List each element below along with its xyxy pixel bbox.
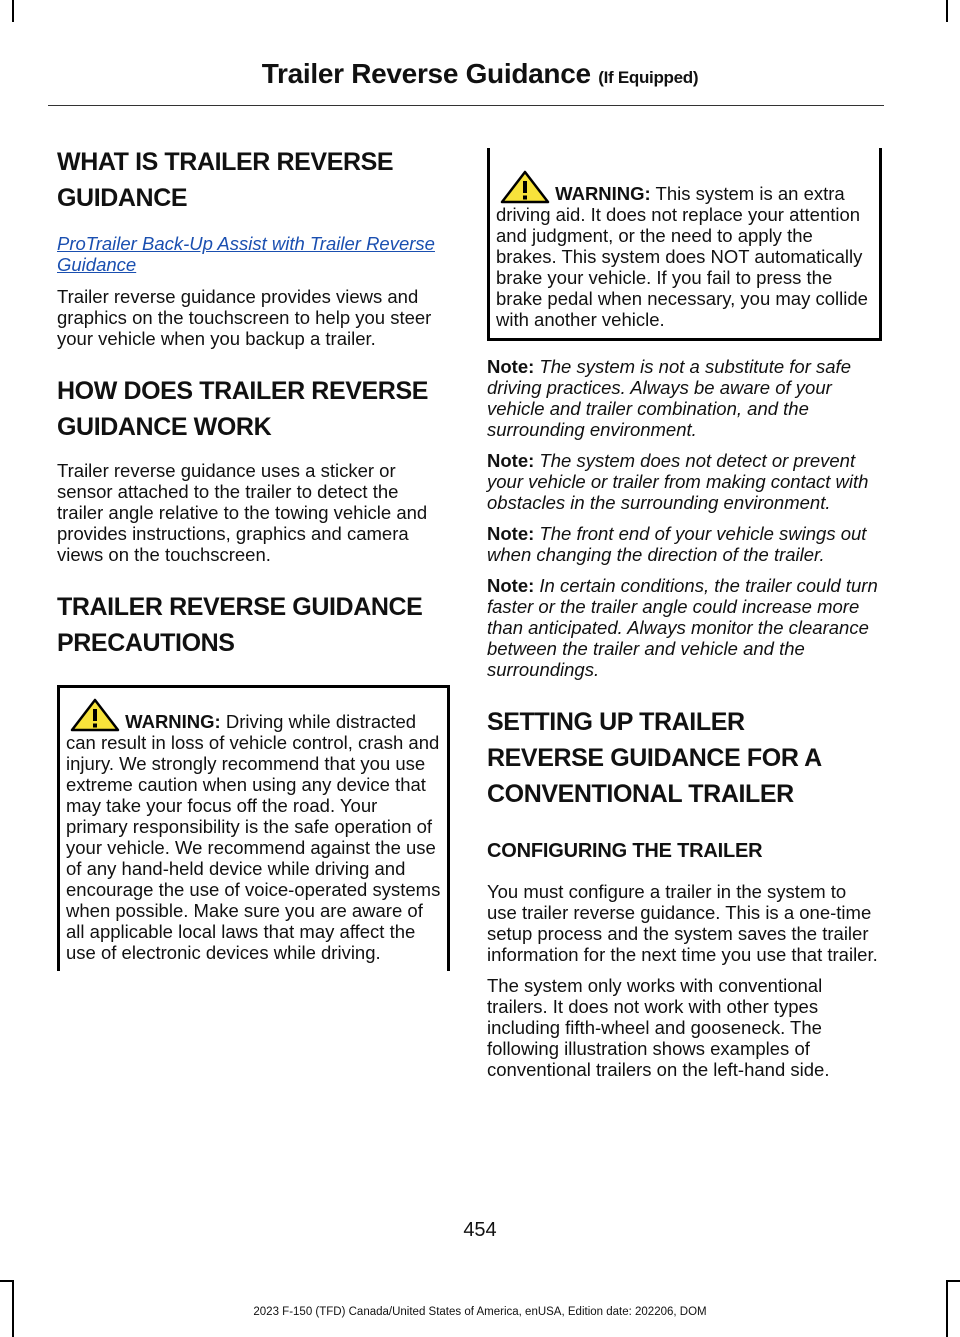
right-column <box>487 148 880 1080</box>
section-how-does-body: Trailer reverse guidance uses a sticker or sensor attached to the trailer to detect the trailer angle relative to the towing vehicle and provides instructions, graphics and camera views on the touchscreen. <box>57 460 428 565</box>
header-title: Trailer Reverse Guidance <box>261 58 591 89</box>
section-what-is-body: Trailer reverse guidance provides views and graphics on the touchscreen to help you steer your vehicle when you backup a trailer. <box>57 286 432 349</box>
section-heading-what-is: WHAT IS TRAILER REVERSE GUIDANCE <box>57 148 394 212</box>
subheading-configuring: CONFIGURING THE TRAILER <box>487 840 763 862</box>
left-column <box>57 148 447 971</box>
crop-mark-bottom-right-h <box>946 1280 960 1282</box>
header-title-suffix: (If Equipped) <box>598 68 699 87</box>
warning-label: WARNING: <box>125 711 221 732</box>
header-divider <box>48 105 884 106</box>
configuring-para-1: You must configure a trailer in the system to use trailer reverse guidance. This is a one-time setup process and the system saves the trailer information for the next time you use that trailer. <box>487 881 878 965</box>
note-3: Note: The front end of your vehicle swings out when changing the direction of the trailer. <box>487 523 867 565</box>
section-heading-precautions: TRAILER REVERSE GUIDANCE PRECAUTIONS <box>57 593 423 657</box>
warning-box-driving-aid <box>487 148 882 341</box>
note-1: Note: The system is not a substitute for safe driving practices. Always be aware of your vehicle and trailer combination, and the surrounding environment. <box>487 356 851 440</box>
warning-text-distraction: WARNING: Driving while distracted can result in loss of vehicle control, crash and injury. We strongly recommend that you use extreme caution when using any device that may take your focus off the road. Your primary responsibility is the safe operation of your vehicle. We recommend against the use of any hand-held device while driving and encourage the use of voice-operated systems when possible. Make sure you are aware of all applicable local laws that may affect the use of electronic devices while driving. <box>66 698 441 963</box>
page-number: 454 <box>463 1219 497 1241</box>
note-4: Note: In certain conditions, the trailer could turn faster or the trailer angle could increase more than anticipated. Always monitor the clearance between the trailer and vehicle and the surroundings. <box>487 575 878 680</box>
warning-label: WARNING: <box>555 183 651 204</box>
section-heading-setting-up: SETTING UP TRAILER REVERSE GUIDANCE FOR A CONVENTIONAL TRAILER <box>487 708 822 808</box>
page-header <box>0 58 960 90</box>
section-heading-how-does: HOW DOES TRAILER REVERSE GUIDANCE WORK <box>57 377 428 441</box>
configuring-para-2: The system only works with conventional trailers. It does not work with other types including fifth-wheel and gooseneck. The following illustration shows examples of conventional trailers on the left-hand side. <box>487 975 830 1080</box>
note-2: Note: The system does not detect or prevent your vehicle or trailer from making contact with obstacles in the surrounding environment. <box>487 450 869 513</box>
edition-footer: 2023 F-150 (TFD) Canada/United States of America, enUSA, Edition date: 202206, DOM <box>253 1306 707 1318</box>
crop-mark-top-left <box>12 0 14 22</box>
warning-triangle-icon <box>70 698 120 732</box>
crop-mark-bottom-left-h <box>0 1280 14 1282</box>
cross-reference-link[interactable]: ProTrailer Back-Up Assist with Trailer Reverse Guidance <box>57 233 435 275</box>
warning-text-driving-aid: WARNING: This system is an extra driving aid. It does not replace your attention and judgment, or the need to apply the brakes. This system does NOT automatically brake your vehicle. If you fail to press the brake pedal when necessary, you may collide with another vehicle. <box>496 170 873 330</box>
warning-triangle-icon <box>500 170 550 204</box>
crop-mark-top-right <box>946 0 948 22</box>
warning-box-distraction <box>57 685 450 971</box>
